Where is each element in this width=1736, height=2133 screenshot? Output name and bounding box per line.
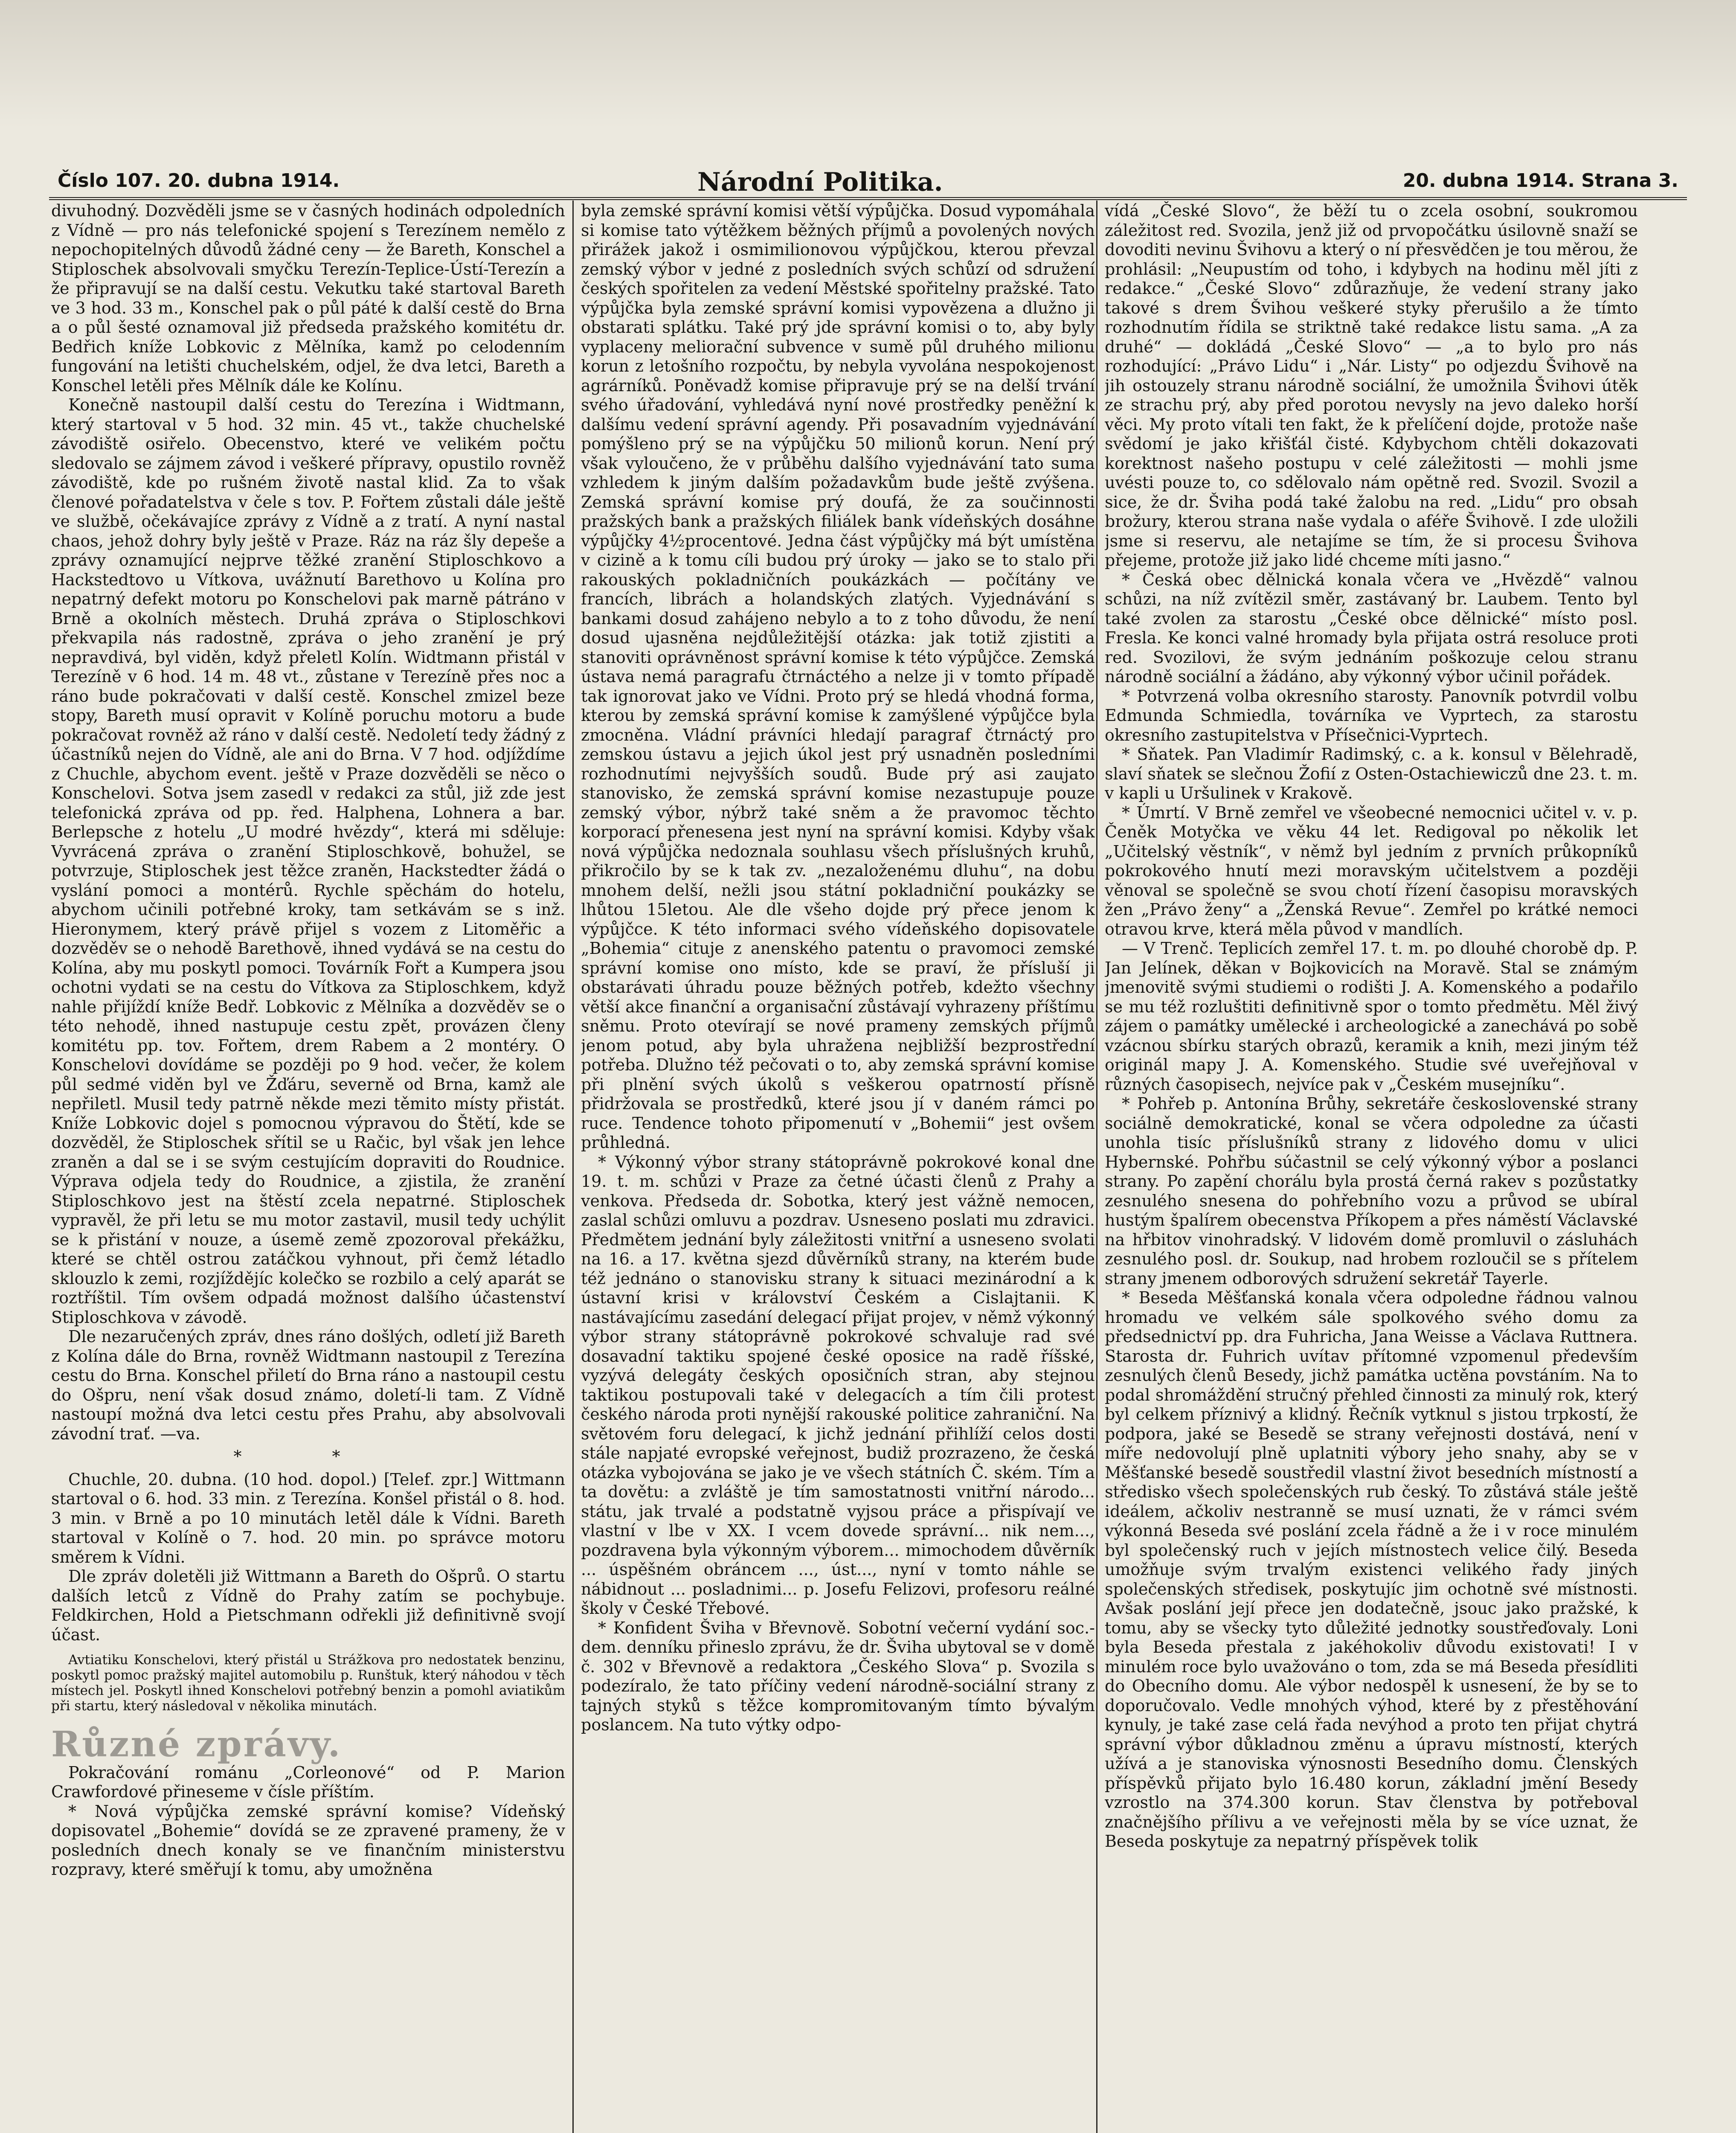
- issue-info: Číslo 107. 20. dubna 1914.: [58, 170, 340, 192]
- header-rule: [49, 197, 1687, 200]
- article-paragraph: divuhodný. Dozvěděli jsme se v časných hodinách odpoledních z Vídně — pro nás telefonické spojení s Terezínem nemělo z nepochopitelných důvodů žádné ceny — že Bareth, Konschel a Stiploschek absolvovali smyčku Terezín-Teplice-Ústí-Terezín a že připravují se na další cestu. Vekutku také startoval Bareth ve 3 hod. 33 m., Konschel pak o půl páté k další cestě do Brna a o půl šesté oznamoval již předseda pražského komitétu dr. Bedřich kníže Lobkovic z Mělníka, kamž po celodenním fungování na letišti chuchelském, odjel, že dva letci, Bareth a Konschel letěli přes Mělník dále ke Kolínu.: [51, 201, 565, 395]
- fine-print-note: Avtiatiku Konschelovi, který přistál u Strážkova pro nedostatek benzinu, poskytl pomoc pražský majitel automobilu p. Runštuk, který náhodou v těch místech jel. Poskytl ihned Konschelovi potřebný benzin a pomohl aviatikům při startu, který následoval v několika minutách.: [51, 1652, 565, 1714]
- article-paragraph: Chuchle, 20. dubna. (10 hod. dopol.) [Telef. zpr.] Wittmann startoval o 6. hod. 33 min. z Terezína. Konšel přistál o 8. hod. 3 min. v Brně a po 10 minutách letěl dále k Vídni. Bareth startoval v Kolíně o 7. hod. 20 min. po správce motoru směrem k Vídni.: [51, 1470, 565, 1566]
- column-1: [51, 201, 565, 2133]
- article-paragraph: * Potvrzená volba okresního starosty. Panovník potvrdil volbu Edmunda Schmiedla, továrníka ve Vyprtech, za starostu okresního zastupitelstva v Přísečnici-Vyprtech.: [1105, 686, 1638, 744]
- article-paragraph: * Nová výpůjčka zemské správní komise? Vídeňský dopisovatel „Bohemie“ dovídá se ze zpravené prameny, že v posledních dnech konaly se ve finančním ministerstvu rozpravy, které směřují k tomu, aby umožněna: [51, 1802, 565, 1879]
- article-paragraph: * Pohřeb p. Antonína Brůhy, sekretáře československé strany sociálně demokratické, konal se včera odpoledne za účasti unohla tisíc příslušníků strany z lidového domu v ulici Hybernské. Pohřbu súčastnil se celý výkonný výbor a poslanci strany. Po zapění chorálu byla prostá černá rakev s pozůstatky zesnulého snesena do pohřebního vozu a průvod se ubíral hustým špalírem obecenstva Příkopem a přes náměstí Václavské na hřbitov vinohradský. V lidovém domě promluvil o zásluhách zesnulého posl. dr. Soukup, nad hrobem rozloučil se s přítelem strany jmenem odborových sdružení sekretář Tayerle.: [1105, 1094, 1638, 1288]
- column-3: [1105, 201, 1638, 2133]
- masthead-title: Národní Politika.: [697, 167, 943, 197]
- article-paragraph: * Sňatek. Pan Vladimír Radimský, c. a k. konsul v Bělehradě, slaví sňatek se slečnou Žofií z Osten-Ostachiewiczů dne 23. t. m. v kapli u Uršulinek v Krakově.: [1105, 745, 1638, 802]
- scan-top-shade: [0, 0, 1736, 128]
- article-paragraph: Konečně nastoupil další cestu do Terezína i Widtmann, který startoval v 5 hod. 32 min. 45 vt., takže chuchelské závodiště osiřelo. Obecenstvo, které ve velikém počtu sledovalo se zájmem závod i veškeré přípravy, opustilo rovněž závodiště, kde po rušném životě nastal klid. Za to však členové pořadatelstva v čele s tov. P. Fořtem zůstali dále ještě ve službě, očekávajíce zprávy z Vídně a z tratí. A nyní nastal chaos, jehož dohry byly ještě v Praze. Ráz na ráz šly depeše a zprávy oznamující nejprve těžké zranění Stiploschkovo a Hackstedtovo u Vítkova, uvážnutí Barethovo u Kolína pro nepatrný defekt motoru po Konschelovi pak marně pátráno v Brně a okolních městech. Druhá zpráva o Stiploschkovi překvapila nás radostně, zpráva o jeho zranění je prý nepravdivá, byl viděn, když přeletl Kolín. Widtmann přistál v Terezíně v 6 hod. 14 m. 48 vt., zůstane v Terezíně přes noc a ráno bude pokračovati v další cestě. Konschel zmizel beze stopy, Bareth musí opravit v Kolíně poruchu motoru a bude pokračovat rovněž až ráno v další cestě. Nedoletí tedy žádný z účastníků nejen do Vídně, ale ani do Brna. V 7 hod. odjíždíme z Chuchle, abychom event. ještě v Praze dozvěděli se něco o Konschelovi. Sotva jsem zasedl v redakci za stůl, již zde jest telefonická zpráva od pp. řed. Halphena, Lohnera a bar. Berlepsche z hotelu „U modré hvězdy“, která mi sděluje: Vyvrácená zpráva o zranění Stiploschkově, bohužel, se potvrzuje, Stiploschek jest těžce zraněn, Hackstedter žádá o vyslání pomoci a montérů. Rychle spěchám do hotelu, abychom učinili potřebné kroky, tam setkávám se s inž. Hieronymem, který právě přijel s vozem z Litoměřic a dozvěděv se o nehodě Barethově, ihned vydává se na cestu do Kolína, aby mu poskytl pomoci. Továrník Fořt a Kumpera jsou ochotni vydati se na cestu do Vítkova za Stiploschkem, když nahle přijíždí kníže Bedř. Lobkovic z Mělníka a dozvěděv se o této nehodě, ihned nastupuje cestu zpět, provázen členy komitétu pp. tov. Fořtem, drem Rabem a 2 montéry. O Konschelovi dovídáme se později po 9 hod. večer, že kolem půl sedmé viděn byl ve Žďáru, severně od Brna, kamž ale nepřiletl. Musil tedy patrně někde mezi těmito místy přistát. Kníže Lobkovic dojel s pomocnou výpravou do Štětí, kde se dozvěděl, že Stiploschek sřítil se u Račic, byl však jen lehce zraněn a dal se i se svým cestujícím dopraviti do Roudnice. Výprava odjela tedy do Roudnice, a zjistila, že zranění Stiploschkovo jest na štěstí zcela nepatrné. Stiploschek vypravěl, že při letu se mu motor zastavil, musil tedy uchýlit se k přistání v nouze, a úsemě země zpozoroval překážku, které se chtěl ostrou zatáčkou vyhnout, při čemž létadlo sklouzlo k zemi, rozjíždějíc kolečko se rozbilo a celý aparát se roztříštil. Tím ovšem odpadá možnost dalšího účastenství Stiploschkova v závodě.: [51, 395, 565, 1327]
- column-2: [581, 201, 1095, 2133]
- article-paragraph: Dle zpráv doletěli již Wittmann a Bareth do Ošprů. O startu dalších letců z Vídně do Prahy zatím se pochybuje. Feldkirchen, Hold a Pietschmann odřekli již definitivně svojí účast.: [51, 1567, 565, 1644]
- column-divider: [572, 201, 574, 2133]
- article-paragraph: — V Trenč. Teplicích zemřel 17. t. m. po dlouhé chorobě dp. P. Jan Jelínek, děkan v Bojkovicích na Moravě. Stal se známým jmenovitě svými studiemi o rodišti J. A. Komenského a podařilo se mu též rozluštiti definitivně spor o tomto předmětu. Měl živý zájem o památky umělecké i archeologické a zanechává po sobě vzácnou sbírku starých obrazů, keramik a knih, mezi jiným též originál mapy J. A. Komenského. Studie své uveřejňoval v různých časopisech, nejvíce pak v „Českém musejníku“.: [1105, 939, 1638, 1094]
- article-paragraph: * Konfident Šviha v Břevnově. Sobotní večerní vydání soc.-dem. denníku přineslo zprávu, že dr. Šviha ubytoval se v domě č. 302 v Břevnově a redaktora „Českého Slova“ p. Svozila s podezíralo, že tato příčiny vedení národně-sociální strany z tajných styků s těžce kompromitovaným tímto bývalým poslancem. Na tuto výtky odpo-: [581, 1618, 1095, 1734]
- section-heading: Různé zprávy.: [51, 1724, 342, 1765]
- article-paragraph: * Česká obec dělnická konala včera ve „Hvězdě“ valnou schůzi, na níž zvítězil směr, zastávaný br. Laubem. Tento byl také zvolen za starostu „České obce dělnické“ místo posl. Fresla. Ke konci valné hromady byla přijata ostrá resoluce proti red. Svozilovi, že svým jednáním poškozuje celou stranu národně sociální a žádáno, aby výkonný výbor učinil pořádek.: [1105, 570, 1638, 686]
- article-paragraph: byla zemské správní komisi větší výpůjčka. Dosud vypomáhala si komise tato výtěžkem běžných příjmů a povolených nových přirážek jakož i osmimilionovou výpůjčkou, kterou převzal zemský výbor v jedné z posledních svých schůzí od sdružení českých spořitelen za vedení Městské spořitelny pražské. Tato výpůjčka byla zemské správní komisi vypovězena a dlužno ji obstarati splátku. Také prý jde správní komisi o to, aby byly vyplaceny meliorační subvence v sumě půl druhého milionu korun z letošního rozpočtu, by nebyla vyvolána nespokojenost agrárníků. Poněvadž komise připravuje prý se na delší trvání svého úřadování, vyhledává nyní nové prostředky peněžní k dalšímu vedení správní agendy. Při posavadním vyjednávání pomýšleno prý se na výpůjčku 50 milionů korun. Není prý však vyloučeno, že v průběhu dalšího vyjednávání tato suma vzhledem k jiným dalším požadavkům bude ještě zvýšena. Zemská správní komise prý doufá, že za součinnosti pražských bank a pražských filiálek bank vídeňských dosáhne výpůjčky 4½procentové. Jedna část výpůjčky má být umístěna v cizině a k tomu cíli budou prý úroky — jako se to stalo při rakouských pokladničních poukázkách — počítány ve francích, librách a holandských zlatých. Vyjednávání s bankami dosud zahájeno nebylo a to z toho důvodu, že není dosud ujasněna nejdůležitější otázka: jak totiž zjistiti a stanoviti oprávněnost správní komise k této výpůjčce. Zemská ústava nemá paragrafu čtrnáctého a nelze ji v tomto případě tak ignorovat jako ve Vídni. Proto prý se hledá vhodná forma, kterou by zemská správní komise k zamýšlené výpůjčce byla zmocněna. Vládní právníci hledají paragraf čtrnáctý pro zemskou ústavu a jejich úkol jest prý usnadněn posledními rozhodnutími nejvyšších soudů. Bude prý asi zaujato stanovisko, že zemská správní komise nezastupuje pouze zemský výbor, nýbrž také sněm a že pravomoc těchto korporací přenesena jest nyní na správní komisi. Kdyby však nová výpůjčka nedoznala souhlasu všech příslušných kruhů, přikročilo by se k tak zv. „nezaloženému dluhu“, na dobu mnohem delší, nežli jsou státní pokladniční poukázky se lhůtou 15letou. Ale dle všeho dojde prý přece jenom k výpůjčce. K této informaci svého vídeňského dopisovatele „Bohemia“ cituje z anenského patentu o pravomoci zemské správní komise ono místo, kde se praví, že přísluší ji obstarávati úhradu pouze běžných potřeb, kdežto všechny větší akce finanční a organisační zůstávají vyhrazeny příštímu sněmu. Proto otevírají se nové prameny zemských příjmů jenom potud, aby byla uhražena nejbližší bezprostřední potřeba. Dlužno též pečovati o to, aby zemská správní komise při plnění svých úkolů s veškerou opatrností přísně přidržovala se prostředků, které jsou jí v daném rámci po ruce. Tendence tohoto připomenutí v „Bohemii“ jest ovšem průhledná.: [581, 201, 1095, 1152]
- article-paragraph: Dle nezaručených zpráv, dnes ráno došlých, odletí již Bareth z Kolína dále do Brna, rovněž Widtmann nastoupil z Terezína cestu do Brna. Konschel přiletí do Brna ráno a nastoupil cestu do Ošpru, není však dosud známo, doletí-li tam. Z Vídně nastoupí možná dva letci cestu přes Prahu, aby absolvovali závodní trať. —va.: [51, 1327, 565, 1443]
- column-divider: [1096, 201, 1097, 2133]
- page-header: [58, 166, 1678, 196]
- separator-stars: * *: [233, 1447, 383, 1466]
- article-paragraph: vídá „České Slovo“, že běží tu o zcela osobní, soukromou záležitost red. Svozila, jenž již od prvopočátku úsilovně snaží se dovoditi nevinu Švihovu a který o ní přesvědčen je tou měrou, že prohlásil: „Neupustím od toho, i kdybych na hodinu měl jíti z redakce.“ „České Slovo“ zdůrazňuje, že vedení strany jako takové s drem Švihou veškeré styky přerušilo a že tímto rozhodnutím řídila se striktně také redakce listu sama. „A za druhé“ — dokládá „České Slovo“ — „a to bylo pro nás rozhodující: „Právo Lidu“ i „Nár. Listy“ po odjezdu Švihově na jih ostouzely stranu národně sociální, že umožnila Švihovi útěk ze strachu prý, aby před porotou nevysly na jevo daleko horší věci. My proto vítali ten fakt, že k přelíčení dojde, protože naše svědomí je jako křišťál čisté. Kdybychom chtěli dokazovati korektnost našeho postupu v celé záležitosti — mohli jsme uvésti pouze to, co sdělovalo nám opětně red. Svozil. Svozil a sice, že dr. Šviha podá také žalobu na red. „Lidu“ pro obsah brožury, kterou strana naše vydala o aféře Švihově. I zde uložili jsme si reservu, ale netajíme se tím, že si procesu Švihova přejeme, protože již jako lidé chceme míti jasno.“: [1105, 201, 1638, 570]
- article-paragraph: * Úmrtí. V Brně zemřel ve všeobecné nemocnici učitel v. v. p. Čeněk Motyčka ve věku 44 let. Redigoval po několik let „Učitelský věstník“, v němž byl jedním z prvních průkopníků pokrokového hnutí mezi moravským učitelstvem a později věnoval se společně se svou chotí řízení časopisu moravských žen „Právo ženy“ a „Ženská Revue“. Zemřel po krátké nemoci otravou krve, která měla původ v mandlích.: [1105, 803, 1638, 939]
- article-paragraph: * Výkonný výbor strany státoprávně pokrokové konal dne 19. t. m. schůzi v Praze za četné účasti členů z Prahy a venkova. Předseda dr. Sobotka, který jest vážně nemocen, zaslal schůzi omluvu a pozdrav. Usneseno poslati mu zdravici. Předmětem jednání byly záležitosti vnitřní a usneseno svolati na 16. a 17. května sjezd důvěrníků strany, na kterém bude též jednáno o stanovisku strany k situaci mezinárodní a k ústavní krisi v království Českém a Cislajtanii. K nastávajícímu zasedání delegací přijat projev, v němž výkonný výbor strany státoprávně pokrokové schvaluje rad své dosavadní taktiku spojené české oposice na radě říšské, vyzývá delegáty českých oposičních stran, aby stejnou taktikou postupovali také v delegacích a tím čili protest českého národa proti nynější rakouské politice zahraniční. Na světovém foru delegací, k jichž jednání přihlíží celos dosti stále napjaté evropské veřejnost, budiž prozrazeno, že česká otázka vybojována se jako je ve všech státních Č. ském. Tím a ta dovětu: a zvláště je tím samostatnosti vnitřní národo... státu, jak trvalé a podstatně vyjsou práce a přispívají ve vlastní v lbe v XX. I vcem dovede správní... nik nem..., pozdravena byla výkonným výborem... mimochodem důvěrník ... úspěšném obráncem ..., úst..., nyní v tomto náhle se nábidnout ... posladnimi... p. Josefu Felizovi, profesoru reálné školy v České Třebové.: [581, 1152, 1095, 1618]
- article-paragraph: * Beseda Měšťanská konala včera odpoledne řádnou valnou hromadu ve velkém sále spolkového svého domu za předsednictví pp. dra Fuhricha, Jana Weisse a Václava Ruttnera. Starosta dr. Fuhrich uvítav přítomné vzpomenul především zesnulých členů Besedy, jichž památka uctěna povstáním. Na to podal shromáždění stručný přehled činnosti za minulý rok, který byl celkem příznivý a klidný. Řečník vytknul s jistou trpkostí, že podpora, jaké se Besedě se strany veřejnosti dostává, není v míře nedovolují plně uplatniti výbory jeho snahy, aby se v Měšťanské besedě soustředil vlastní život besedních místností a středisko všech společenských rub český. To zůstává stále ještě ideálem, ačkoliv nestranně se musí uznati, že v rámci svém výkonná Beseda své poslání zcela řádně a že i v roce minulém byl společenský ruch v jejích místnostech velice čilý. Beseda umožňuje svým trvalým existenci velikého řady jiných společenských středisek, poskytujíc jim ochotně své místnosti. Avšak poslání její přece jen dodatečně, jsouc jako pražské, k tomu, aby se všecky tyto důležité jednotky soustřeďovaly. Loni byla Beseda přestala z jakéhokoliv důvodu existovati! I v minulém roce bylo uvažováno o tom, zda se má Beseda přesídliti do Obecního domu. Ale výbor nedospěl k usnesení, že by se to doporučovalo. Vedle mnohých výhod, které by z přestěhování kynuly, je také zase celá řada nevýhod a proto ten přijat chytrá správní výbor důkladnou změnu a úpravu místností, kterých užívá a je stanoviska výnosnosti Besedního domu. Členských příspěvků přijato bylo 16.480 korun, základní jmění Besedy vzrostlo na 374.300 korun. Stav členstva by potřeboval značnějšího přílivu a ve veřejnosti měla by se více uznat, že Beseda poskytuje za nepatrný příspěvek tolik: [1105, 1288, 1638, 1851]
- article-paragraph: Pokračování románu „Corleonové“ od P. Marion Crawfordové přineseme v čísle příštím.: [51, 1763, 565, 1801]
- date-page-info: 20. dubna 1914. Strana 3.: [1402, 170, 1678, 192]
